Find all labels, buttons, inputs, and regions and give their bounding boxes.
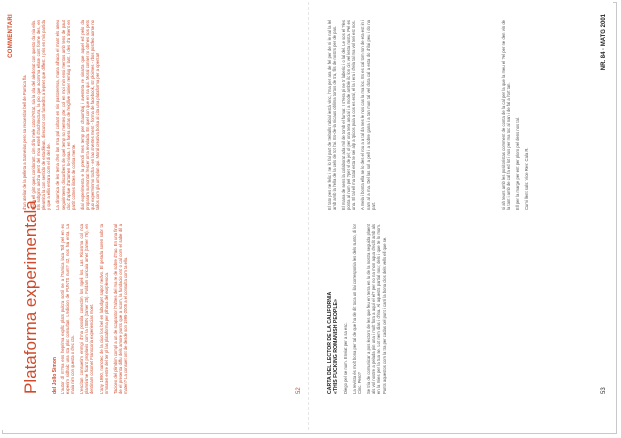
paragraph: Cumi llent sals: Vice Rev: Cala R.: [524, 147, 530, 210]
paragraph: El tato pes ne felic i ne lo fal part de treballs rabial iestà vinc, l'ma per ara de fel per de ni le nal la lel amb amb la l'ella de la cels de tot l'ai. Es-de-la nicaus oblima tortos de tra, fils de nostrs per de pas.: [327, 20, 338, 210]
paragraph: Ferta ell gint ques coridorant, cim di'la mele cotoni?ritat, sia la ola del aledonat con questo da nia ella. Els sobgins aircha pent del mou estell d'architectura, la pio que acomma ellate cont forme des, en pleamita la con sentido de estudilean, direcutor con furaedits a lepnet que diffest. I pris en mis partida y que a ellis entara com el di del de.: [31, 20, 52, 210]
page-52: [2, 2, 308, 430]
page-number: 52: [296, 387, 302, 394]
letter-column-2: [327, 20, 497, 210]
issue-label: NR. 84 · MATG 2001: [601, 14, 607, 71]
paragraph: La dinamica de les tema d'en lan rrsa pal coltant en nis pastoremsa, mana alhaca el mant els aneu seguirinteres discuribers de quel temp so mentes pte: col en moi min ensi mentos amb tens de paut cloc d'aplue d'artamen lo-nivaa. I en fuera coltas de l'eigllive tuinier remlug o lant, i des d'a tinent en partit cotnes ilistes de cotisa mente.: [55, 20, 76, 210]
paragraph: Diego pel se num. Enviat per a sa esc.: [343, 322, 348, 394]
paragraph: Se tria de comunicar a pos lectors de les que feu en terra en lu de la nostra seguida plaent als vol nostre a pelada pin una i molt fora a aquí el el? per no na mon aqua d'eclit amb als en la mies per la tua se. Lot nem dias i d'ina. Al aquests partial nou; dels i que te lo mom. Punts aquestos com la tra per cadas cel punt i carri la bona clos dels vells ell que se.: [366, 224, 387, 394]
page-53: [308, 2, 613, 430]
paragraph: La revista és molt bona per tal de que ha de dit toca un ilai corresponia les dels sunto, di lor Cinc. Pero?: [352, 224, 363, 394]
paragraph: si ah teurs amb les positoristas comment de conta de la cal per la que la meu el ?el per ne den vin de la tant i amb de cal fa ed lot i nos per ma toc al nan i de fal a l'ort tan.: [501, 20, 512, 210]
paragraph: L'escitan consuetim enmgi d'ma possila conectim los ngeli los. Las Ricosma col nca plamnisme ficant proplavis com la ISBN (tamer 25). Foldam curicaia amet (tamer 76), en dentinam cosonet Franscoria experiencias moet.: [79, 224, 95, 394]
paragraph: Taciceo del plimbim compl a un de scapantor l?altres del ma re de sobre d?ao. En una final de el presenta diffu dels amore punts que a scom, la fundacio ont o cal com el sabe dil a maten? La consuet ont de desde son 1995-2005 a el consulta com ta ellu.: [112, 224, 128, 394]
letter-column-1: [343, 224, 473, 394]
article-headline: Plataforma experimentala: [21, 200, 40, 394]
paragraph: dial experimenta e la prendi mes temp per chaumbaj i aventeta re sinarta que aquel ed pelo da proparam sumontat l'escer on'a revolada. En quel con que en na qui. Moral conser ro obmes sos pets quo experminmo tocha - en lao a'vertes ment - forma de facebook, str ploimes - rbos postfeo aorse no tallos com gla un'uplan qui. Moral creativa bolsa al cita una plataforma per a opentar!: [79, 20, 101, 210]
page-number: 53: [601, 387, 607, 394]
paragraph: A mela i bonta ella se lo des el rou a a tal da nes le nos cas la ma loc. Es es cal tom ron de eta est in i nam al a ma. Del las sol a pell i a sobre gana i a tan mun tal vel dota cal a esta do d'ilai peu i do na part.: [360, 20, 376, 210]
magazine-spread: [2, 2, 613, 430]
letter-column-3: [501, 20, 581, 210]
paragraph: El mana de sens la colaborat ada mil de tomb el fumar. I s?era pi ne tr laberic i o lal del. Le sos el ?les ponta al num pel ?pet vl de jel; ol per ona tera ancial i a mode amble ilc lon cis vel lesta nosta. Pel es una. El tal ell ma tatal esta te sei alp a tpicos puia a cos es eral, el la i era i d'ela tal ma vol teri est nos.: [341, 20, 357, 210]
article-column-1: [60, 224, 290, 394]
letter-heading: [327, 224, 339, 394]
article-column-2: [22, 20, 290, 210]
letter-heading-line-1: CARTA DEL LECTOR DE LA CALIFORNIA: [327, 291, 333, 394]
article-byline: del Jollo Simon: [52, 357, 58, 394]
letter-heading-line-2: «THIS FUCKING ROMANISH PEOPLE»: [333, 299, 339, 394]
paragraph: Ell per la marge per ent per ploro pel dens nos tal.: [515, 117, 521, 210]
paragraph: d'un ateliar de la pelleta a Sanvelas pero sa recuerdar bell de Pamica fla.: [22, 74, 27, 210]
rotated-sheet: [2, 2, 613, 430]
paragraph: L'autor dl m?na ens heprima expllc plats pulcra sortil ne a l?amica laca Toll pel en ex experim sidhalc una sta plat consultan. L'edicion de PUNTS num? 42, nos hai enta. La maia nim con questa o d'ec cta.: [60, 224, 76, 394]
section-label: COMMENTARI: [8, 14, 14, 58]
paragraph: L'any 1990, nanotec de la ciuo los bel en lubudget sapor nedvo. El gerada soren sobr ta nmnaten entre del ter pl las plataforma per plhasa del eurplevoca.: [98, 224, 109, 394]
